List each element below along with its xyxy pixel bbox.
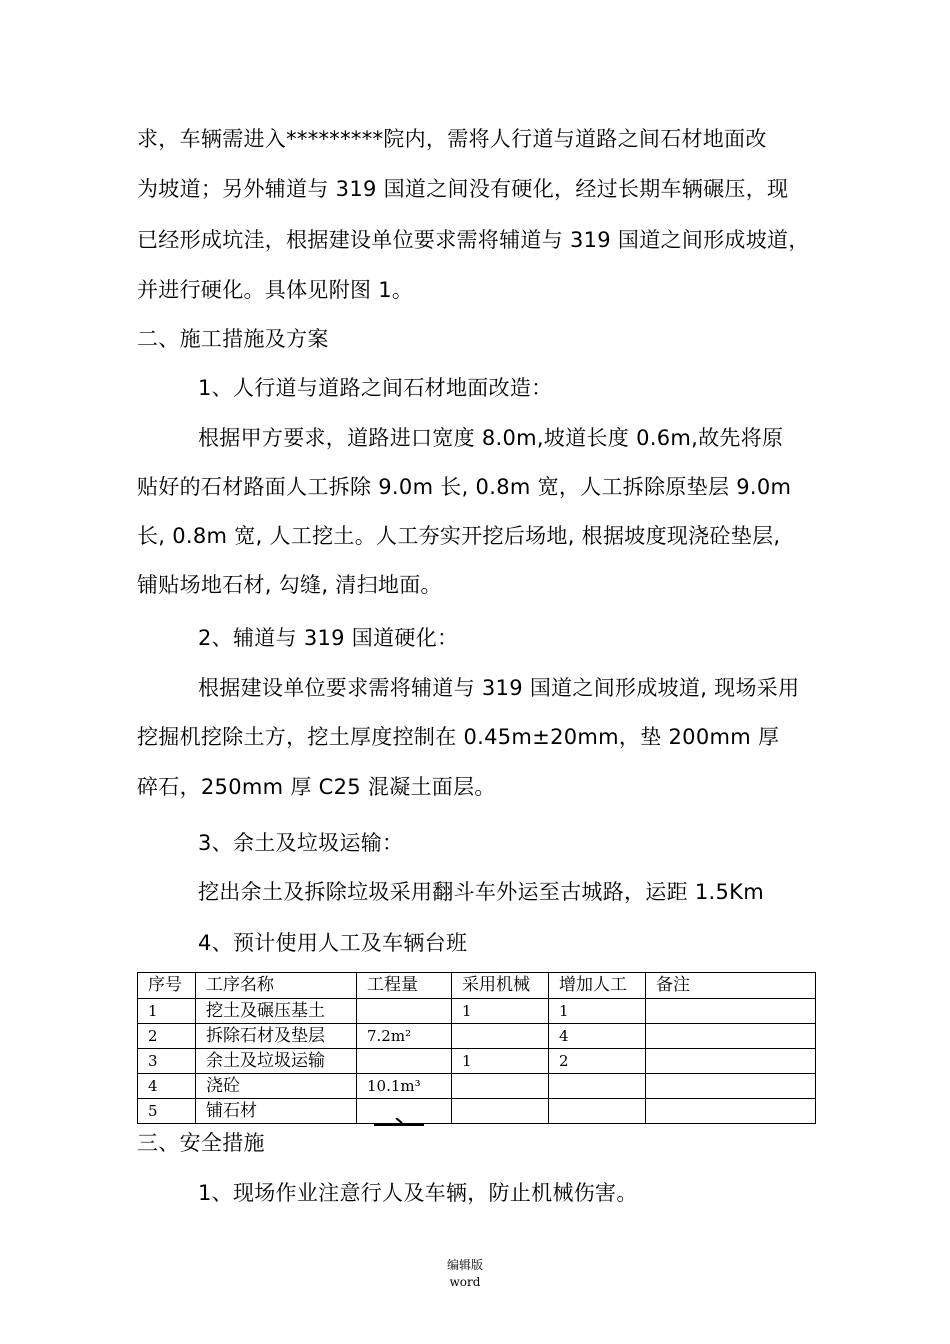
table-cell — [646, 999, 816, 1024]
table-header-row — [138, 973, 816, 999]
table-row — [138, 1049, 816, 1074]
table-cell — [452, 1099, 549, 1124]
table-cell — [549, 1099, 646, 1124]
paragraph-line: 碎石，250mm 厚 C25 混凝土面层。 — [137, 775, 496, 799]
table-cell: 10.1m³ — [357, 1074, 452, 1099]
paragraph-line: 根据建设单位要求需将辅道与 319 国道之间形成坡道, 现场采用 — [198, 676, 800, 700]
paragraph-line: 铺贴场地石材, 勾缝, 清扫地面。 — [137, 573, 442, 597]
table-cell — [357, 999, 452, 1024]
paragraph-line: 已经形成坑洼，根据建设单位要求需将辅道与 319 国道之间形成坡道， — [137, 228, 810, 252]
table-row — [138, 1099, 816, 1124]
paragraph-line: 为坡道；另外辅道与 319 国道之间没有硬化，经过长期车辆碾压，现 — [137, 177, 789, 201]
table-header-cell: 采用机械 — [452, 973, 549, 999]
table-row — [138, 999, 816, 1024]
paragraph-line: 长, 0.8m 宽, 人工挖土。人工夯实开挖后场地, 根据坡度现浇砼垫层, — [137, 524, 781, 548]
table-cell: 4 — [549, 1024, 646, 1049]
table-header-cell: 序号 — [138, 973, 196, 999]
table-cell — [646, 1074, 816, 1099]
item-heading: 2、辅道与 319 国道硬化： — [198, 626, 459, 650]
table-cell: 1 — [138, 999, 196, 1024]
paragraph-line: 挖出余土及拆除垃圾采用翻斗车外运至古城路，运距 1.5Km — [198, 880, 764, 904]
table-cell: 铺石材 — [196, 1099, 357, 1124]
table-cell: 2 — [138, 1024, 196, 1049]
section-heading: 三、安全措施 — [137, 1131, 265, 1155]
paragraph-line: 挖掘机挖除土方，挖土厚度控制在 0.45m±20mm，垫 200mm 厚 — [137, 725, 780, 749]
table-cell — [452, 1074, 549, 1099]
table-cell: 挖土及碾压基土 — [196, 999, 357, 1024]
table-cell — [549, 1074, 646, 1099]
table-header-cell: 增加人工 — [549, 973, 646, 999]
table-cell — [452, 1024, 549, 1049]
item-heading: 4、预计使用人工及车辆台班 — [198, 931, 468, 955]
table-cell: 5 — [138, 1099, 196, 1124]
paragraph-line: 并进行硬化。具体见附图 1。 — [137, 278, 414, 302]
table-row — [138, 1074, 816, 1099]
footer-label: word — [449, 1275, 481, 1289]
table-cell: 3 — [138, 1049, 196, 1074]
table-cell: 4 — [138, 1074, 196, 1099]
table-cell: 1 — [452, 1049, 549, 1074]
stray-mark — [374, 1118, 424, 1127]
paragraph-line: 1、现场作业注意行人及车辆，防止机械伤害。 — [198, 1181, 638, 1205]
paragraph-line: 根据甲方要求，道路进口宽度 8.0m,坡道长度 0.6m,故先将原 — [198, 426, 784, 450]
paragraph-line: 求，车辆需进入*********院内，需将人行道与道路之间石材地面改 — [137, 127, 767, 151]
table-header-cell: 工程量 — [357, 973, 452, 999]
table-cell — [646, 1099, 816, 1124]
paragraph-line: 贴好的石材路面人工拆除 9.0m 长, 0.8m 宽，人工拆除原垫层 9.0m — [137, 475, 792, 499]
table-cell: 拆除石材及垫层 — [196, 1024, 357, 1049]
table-cell: 浇砼 — [196, 1074, 357, 1099]
item-heading: 1、人行道与道路之间石材地面改造： — [198, 376, 553, 400]
table-cell: 2 — [549, 1049, 646, 1074]
table-cell: 1 — [452, 999, 549, 1024]
table-cell: 余土及垃圾运输 — [196, 1049, 357, 1074]
table-cell: 7.2m² — [357, 1024, 452, 1049]
section-heading: 二、施工措施及方案 — [137, 327, 329, 351]
table-cell — [646, 1049, 816, 1074]
table-header-cell: 备注 — [646, 973, 816, 999]
table-row — [138, 1024, 816, 1049]
table-header-cell: 工序名称 — [196, 973, 357, 999]
table-cell — [357, 1049, 452, 1074]
table-cell: 1 — [549, 999, 646, 1024]
table-cell — [646, 1024, 816, 1049]
footer-label: 编辑版 — [446, 1258, 483, 1272]
work-table — [137, 972, 816, 1124]
item-heading: 3、余土及垃圾运输： — [198, 831, 404, 855]
